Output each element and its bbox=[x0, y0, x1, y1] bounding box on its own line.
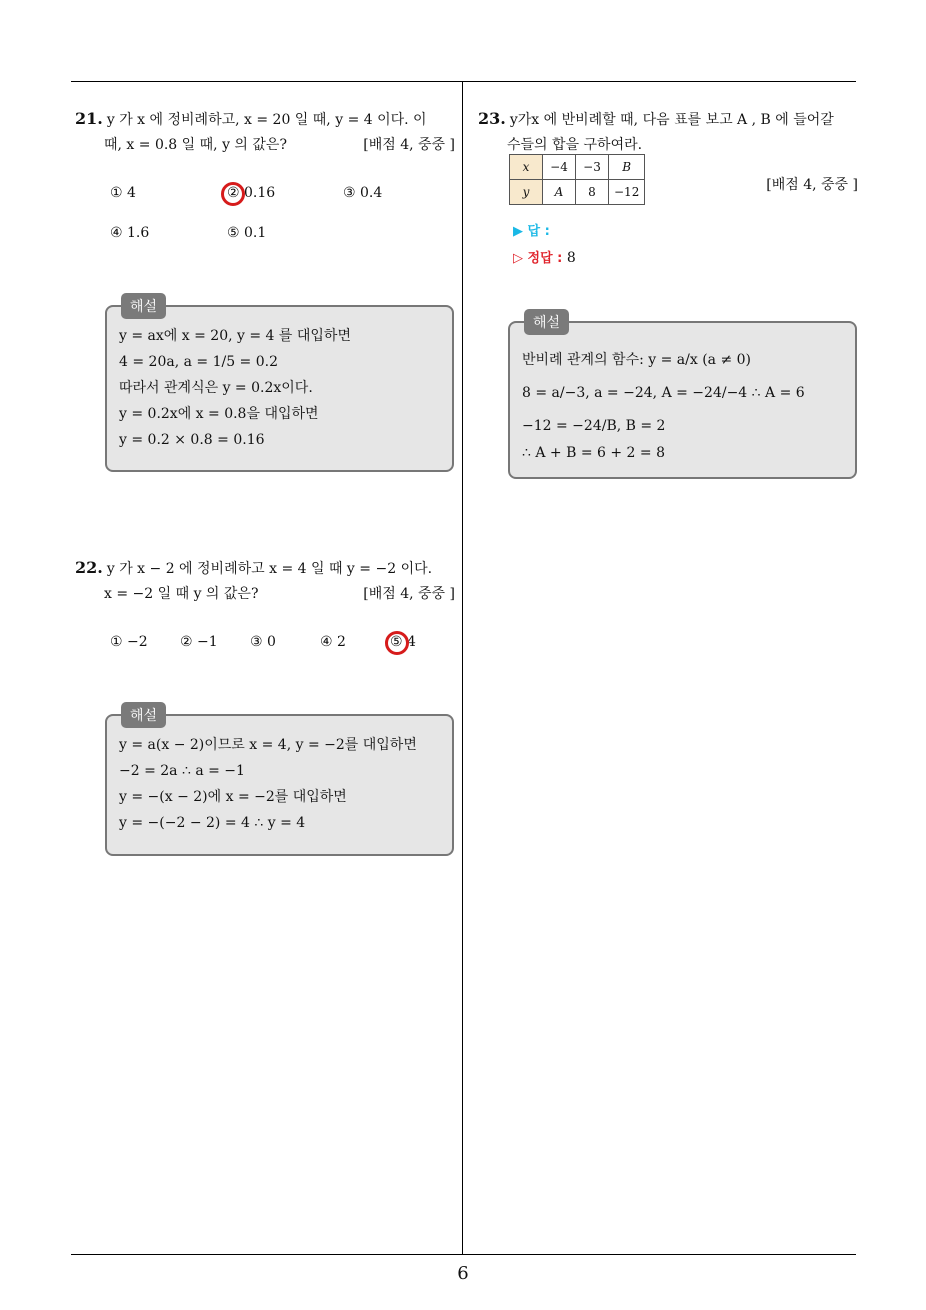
correct-answer-value: 8 bbox=[566, 250, 576, 266]
explanation-line: y = ax에 x = 20, y = 4 를 대입하면 bbox=[119, 328, 351, 344]
choice-5[interactable]: ⑤ 4 bbox=[390, 634, 416, 650]
explanation-box bbox=[105, 299, 454, 472]
top-rule bbox=[71, 81, 856, 82]
explanation-line: 4 = 20a, a = 1/5 = 0.2 bbox=[119, 354, 279, 370]
answer-label-text: ▶ 답 : bbox=[513, 224, 550, 239]
explanation-line: 반비례 관계의 함수: y = a/x (a ≠ 0) bbox=[522, 352, 752, 368]
score-label: [배점 4, 중중 ] bbox=[363, 137, 455, 153]
table-cell: 8 bbox=[576, 180, 609, 205]
explanation-line: −12 = −24/B, B = 2 bbox=[522, 418, 666, 434]
explanation-line: 8 = a/−3, a = −24, A = −24/−4 ∴ A = 6 bbox=[522, 385, 805, 401]
column-divider bbox=[462, 82, 463, 1254]
question-23 bbox=[478, 106, 858, 158]
question-number: 22. bbox=[75, 558, 103, 577]
question-text-line2: 때, x = 0.8 일 때, y 의 값은? bbox=[104, 137, 287, 153]
explanation-line: ∴ A + B = 6 + 2 = 8 bbox=[522, 445, 666, 461]
selected-answer-circle bbox=[385, 631, 409, 655]
question-text-line2: 수들의 합을 구하여라. bbox=[507, 137, 643, 153]
choice-3[interactable]: ③ 0 bbox=[250, 634, 276, 650]
question-text-line2: x = −2 일 때 y 의 값은? bbox=[104, 586, 259, 602]
table-row bbox=[510, 155, 645, 180]
explanation-line: y = 0.2 × 0.8 = 0.16 bbox=[119, 432, 265, 448]
choice-5[interactable]: ⑤ 0.1 bbox=[227, 225, 267, 241]
table-cell: B bbox=[609, 155, 645, 180]
explanation-line: y = −(x − 2)에 x = −2를 대입하면 bbox=[119, 789, 347, 805]
page-number: 6 bbox=[457, 1263, 469, 1284]
explanation-line: y = 0.2x에 x = 0.8을 대입하면 bbox=[119, 406, 319, 422]
table-cell: A bbox=[543, 180, 576, 205]
question-text-line1: y 가 x − 2 에 정비례하고 x = 4 일 때 y = −2 이다. bbox=[106, 561, 433, 577]
score-label: [배점 4, 중중 ] bbox=[363, 586, 455, 602]
table-header-cell: y bbox=[510, 180, 543, 205]
question-22 bbox=[75, 555, 455, 607]
table-cell: −3 bbox=[576, 155, 609, 180]
correct-answer-label: ▷ 정답 : bbox=[513, 251, 563, 266]
choice-1[interactable]: ① −2 bbox=[110, 634, 148, 650]
explanation-tag: 해설 bbox=[121, 293, 166, 319]
choice-2[interactable]: ② 0.16 bbox=[227, 185, 276, 201]
question-number: 23. bbox=[478, 109, 506, 128]
selected-answer-circle bbox=[221, 182, 245, 206]
table-row bbox=[510, 180, 645, 205]
choice-1[interactable]: ① 4 bbox=[110, 185, 136, 201]
correct-answer bbox=[513, 247, 576, 266]
question-text-line1: y가x 에 반비례할 때, 다음 표를 보고 A , B 에 들어갈 bbox=[509, 112, 834, 128]
question-21 bbox=[75, 106, 455, 158]
explanation-line: y = a(x − 2)이므로 x = 4, y = −2를 대입하면 bbox=[119, 737, 417, 753]
question-number: 21. bbox=[75, 109, 103, 128]
choice-2[interactable]: ② −1 bbox=[180, 634, 218, 650]
choice-3[interactable]: ③ 0.4 bbox=[343, 185, 383, 201]
explanation-line: 따라서 관계식은 y = 0.2x이다. bbox=[119, 380, 313, 396]
bottom-rule bbox=[71, 1254, 856, 1255]
explanation-line: −2 = 2a ∴ a = −1 bbox=[119, 763, 245, 779]
explanation-tag: 해설 bbox=[121, 702, 166, 728]
explanation-tag: 해설 bbox=[524, 309, 569, 335]
choice-4[interactable]: ④ 2 bbox=[320, 634, 346, 650]
answer-label bbox=[513, 220, 550, 239]
table-header-cell: x bbox=[510, 155, 543, 180]
explanation-box bbox=[105, 708, 454, 856]
explanation-line: y = −(−2 − 2) = 4 ∴ y = 4 bbox=[119, 815, 306, 831]
question-text-line1: y 가 x 에 정비례하고, x = 20 일 때, y = 4 이다. 이 bbox=[106, 112, 427, 128]
table-cell: −12 bbox=[609, 180, 645, 205]
explanation-box bbox=[508, 315, 857, 479]
score-label: [배점 4, 중중 ] bbox=[766, 177, 858, 193]
value-table bbox=[509, 154, 645, 205]
choice-4[interactable]: ④ 1.6 bbox=[110, 225, 150, 241]
table-cell: −4 bbox=[543, 155, 576, 180]
